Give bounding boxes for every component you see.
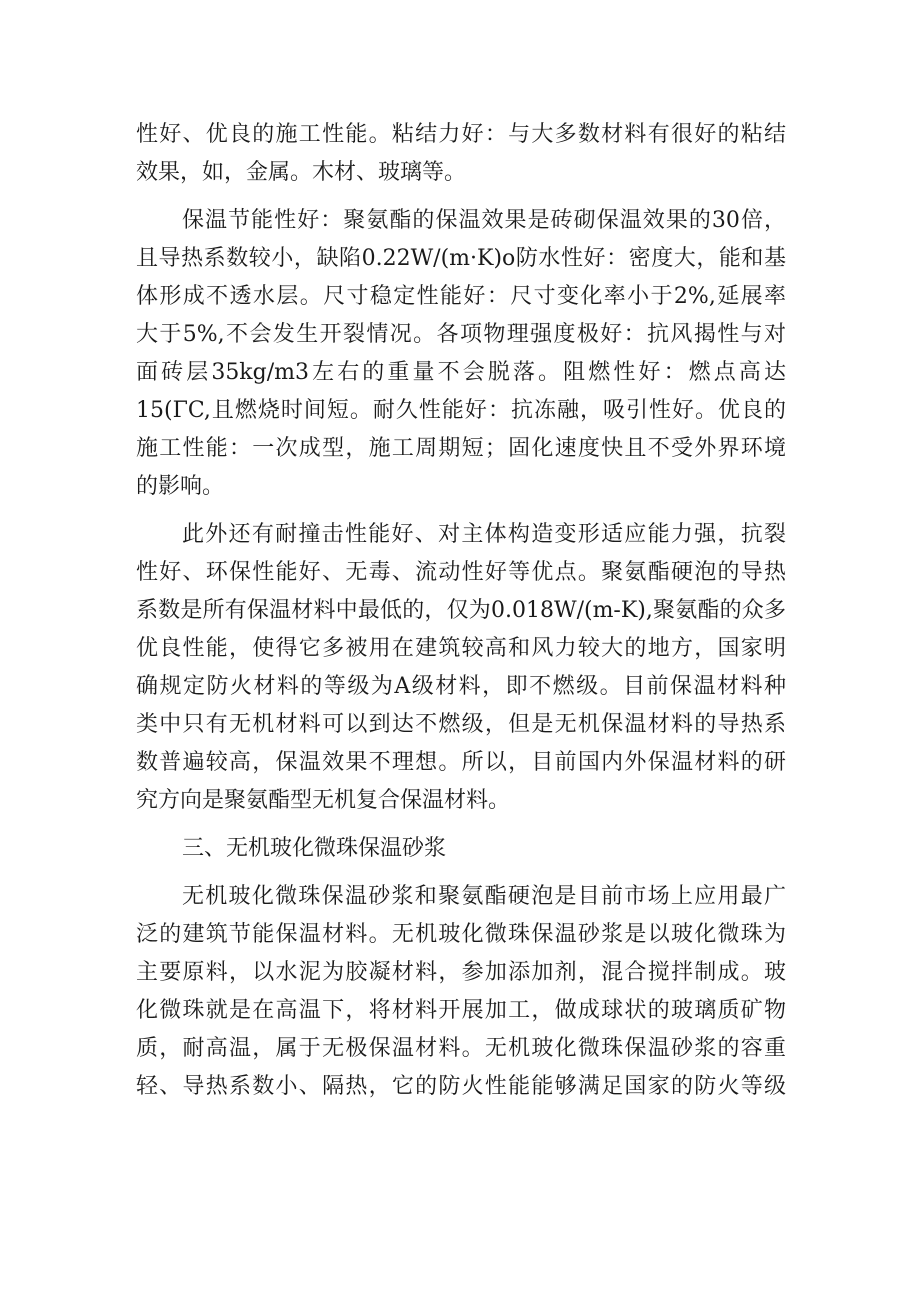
text-line: 的影响。	[136, 474, 225, 499]
text-line: 究方向是聚氨酯型无机复合保温材料。	[136, 788, 511, 813]
text-line: 数普遍较高，保温效果不理想。所以，目前国内外保温材料的研	[136, 750, 786, 775]
text-line: 确规定防火材料的等级为A级材料，即不燃级。目前保温材料种	[136, 674, 786, 699]
text-line: 类中只有无机材料可以到达不燃级，但是无机保温材料的导热系	[136, 712, 786, 737]
text-line: 此外还有耐撞击性能好、对主体构造变形适应能力强，抗裂	[182, 522, 786, 547]
text-line: 且导热系数较小，缺陷0.22W/(m·K)o防水性好：密度大，能和基	[136, 246, 786, 271]
text-line: 15(ΓC,且燃烧时间短。耐久性能好：抗冻融，吸引性好。优良的	[136, 398, 786, 423]
text-line: 优良性能，使得它多被用在建筑较高和风力较大的地方，国家明	[136, 636, 786, 661]
text-line: 面砖层35kg/m3左右的重量不会脱落。阻燃性好：燃点高达	[136, 360, 786, 385]
text-line: 质，耐高温，属于无极保温材料。无机玻化微珠保温砂浆的容重	[136, 1036, 786, 1061]
text-line: 轻、导热系数小、隔热，它的防火性能能够满足国家的防火等级	[136, 1074, 786, 1099]
text-line: 体形成不透水层。尺寸稳定性能好：尺寸变化率小于2%,延展率	[136, 284, 786, 309]
document-body	[136, 116, 786, 1106]
section-heading: 三、无机玻化微珠保温砂浆	[182, 836, 447, 861]
text-line: 保温节能性好：聚氨酯的保温效果是砖砌保温效果的30倍，	[182, 208, 786, 233]
text-line: 施工性能：一次成型，施工周期短；固化速度快且不受外界环境	[136, 436, 786, 461]
text-line: 化微珠就是在高温下，将材料开展加工，做成球状的玻璃质矿物	[136, 998, 786, 1023]
text-line: 效果，如，金属。木材、玻璃等。	[136, 160, 467, 185]
text-line: 无机玻化微珠保温砂浆和聚氨酯硬泡是目前市场上应用最广	[182, 884, 786, 909]
text-line: 主要原料，以水泥为胶凝材料，参加添加剂，混合搅拌制成。玻	[136, 960, 786, 985]
text-line: 性好、优良的施工性能。粘结力好：与大多数材料有很好的粘结	[136, 122, 786, 147]
text-line: 系数是所有保温材料中最低的，仅为0.018W/(m-K),聚氨酯的众多	[136, 598, 786, 623]
text-line: 性好、环保性能好、无毒、流动性好等优点。聚氨酯硬泡的导热	[136, 560, 786, 585]
text-line: 大于5%,不会发生开裂情况。各项物理强度极好：抗风揭性与对	[136, 322, 786, 347]
text-line: 泛的建筑节能保温材料。无机玻化微珠保温砂浆是以玻化微珠为	[136, 922, 786, 947]
